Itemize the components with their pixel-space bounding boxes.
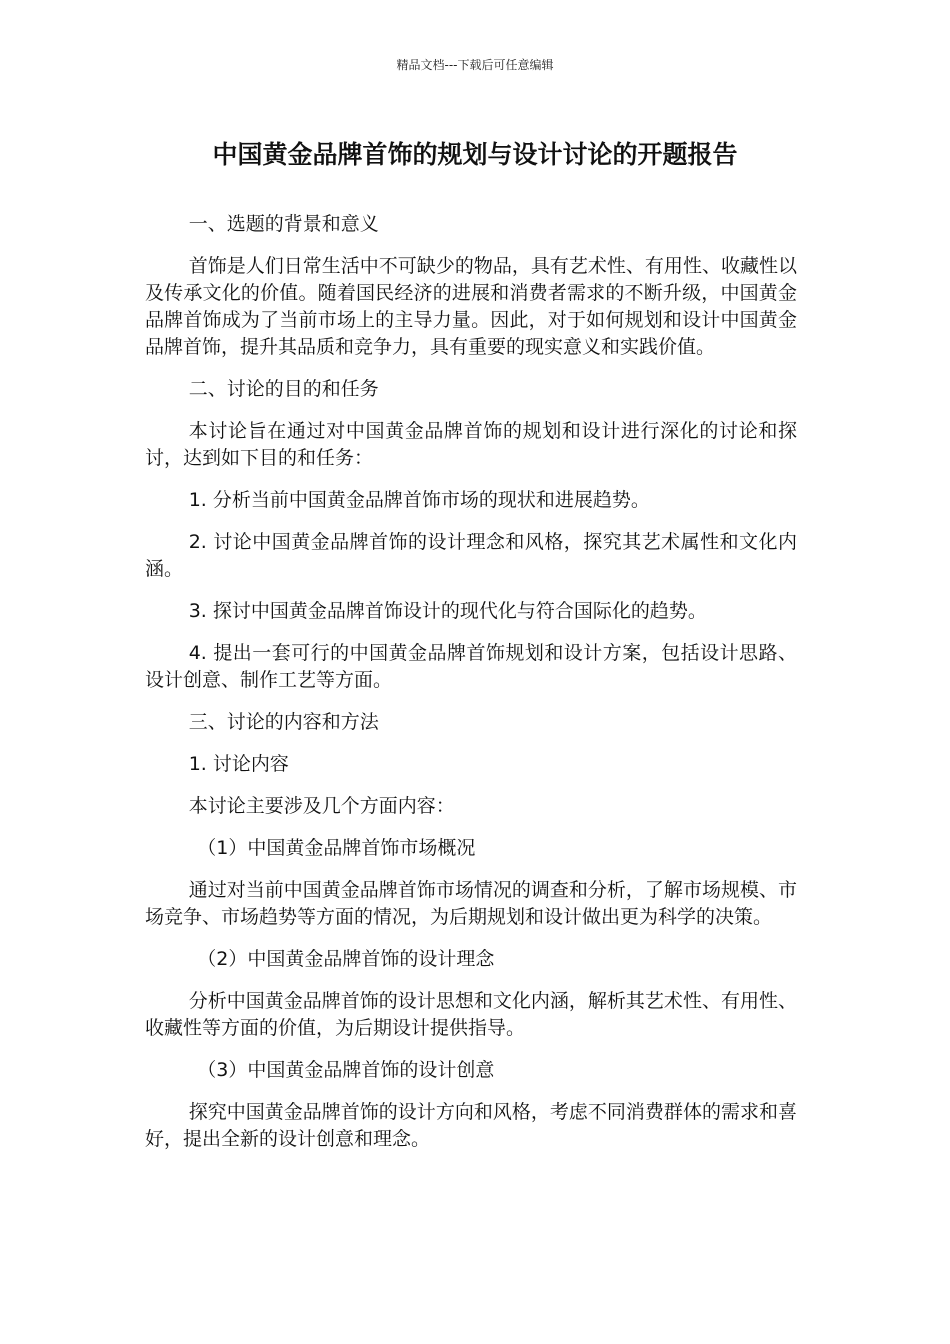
list-item: 2. 讨论中国黄金品牌首饰的设计理念和风格，探究其艺术属性和文化内涵。 — [145, 531, 797, 580]
body-paragraph: 本讨论主要涉及几个方面内容： — [188, 795, 455, 817]
section-heading-3: 三、讨论的内容和方法 — [188, 711, 379, 733]
subsection-heading: 1. 讨论内容 — [188, 753, 289, 775]
sub-item-heading: （1）中国黄金品牌首饰市场概况 — [197, 837, 476, 859]
body-paragraph: 首饰是人们日常生活中不可缺少的物品，具有艺术性、有用性、收藏性以及传承文化的价值。随着国民经济的进展和消费者需求的不断升级，中国黄金品牌首饰成为了当前市场上的主导力量。因此，对于如何规划和设计中国黄金品牌首饰，提升其品质和竞争力，具有重要的现实意义和实践价值。 — [145, 255, 797, 358]
document-body — [145, 211, 797, 1168]
header-note: 精品文档---下载后可任意编辑 — [396, 58, 554, 72]
body-paragraph: 分析中国黄金品牌首饰的设计思想和文化内涵，解析其艺术性、有用性、收藏性等方面的价值，为后期设计提供指导。 — [145, 990, 797, 1039]
document-title: 中国黄金品牌首饰的规划与设计讨论的开题报告 — [212, 140, 738, 169]
list-item: 4. 提出一套可行的中国黄金品牌首饰规划和设计方案，包括设计思路、设计创意、制作工艺等方面。 — [145, 642, 797, 691]
section-heading-2: 二、讨论的目的和任务 — [188, 378, 379, 400]
list-item: 1. 分析当前中国黄金品牌首饰市场的现状和进展趋势。 — [188, 489, 650, 511]
sub-item-heading: （3）中国黄金品牌首饰的设计创意 — [197, 1059, 495, 1081]
body-paragraph: 本讨论旨在通过对中国黄金品牌首饰的规划和设计进行深化的讨论和探讨，达到如下目的和任务： — [145, 420, 797, 469]
sub-item-heading: （2）中国黄金品牌首饰的设计理念 — [197, 948, 495, 970]
list-item: 3. 探讨中国黄金品牌首饰设计的现代化与符合国际化的趋势。 — [188, 600, 707, 622]
body-paragraph: 探究中国黄金品牌首饰的设计方向和风格，考虑不同消费群体的需求和喜好，提出全新的设计创意和理念。 — [145, 1101, 797, 1150]
body-paragraph: 通过对当前中国黄金品牌首饰市场情况的调查和分析，了解市场规模、市场竞争、市场趋势等方面的情况，为后期规划和设计做出更为科学的决策。 — [145, 879, 797, 928]
section-heading-1: 一、选题的背景和意义 — [188, 213, 379, 235]
